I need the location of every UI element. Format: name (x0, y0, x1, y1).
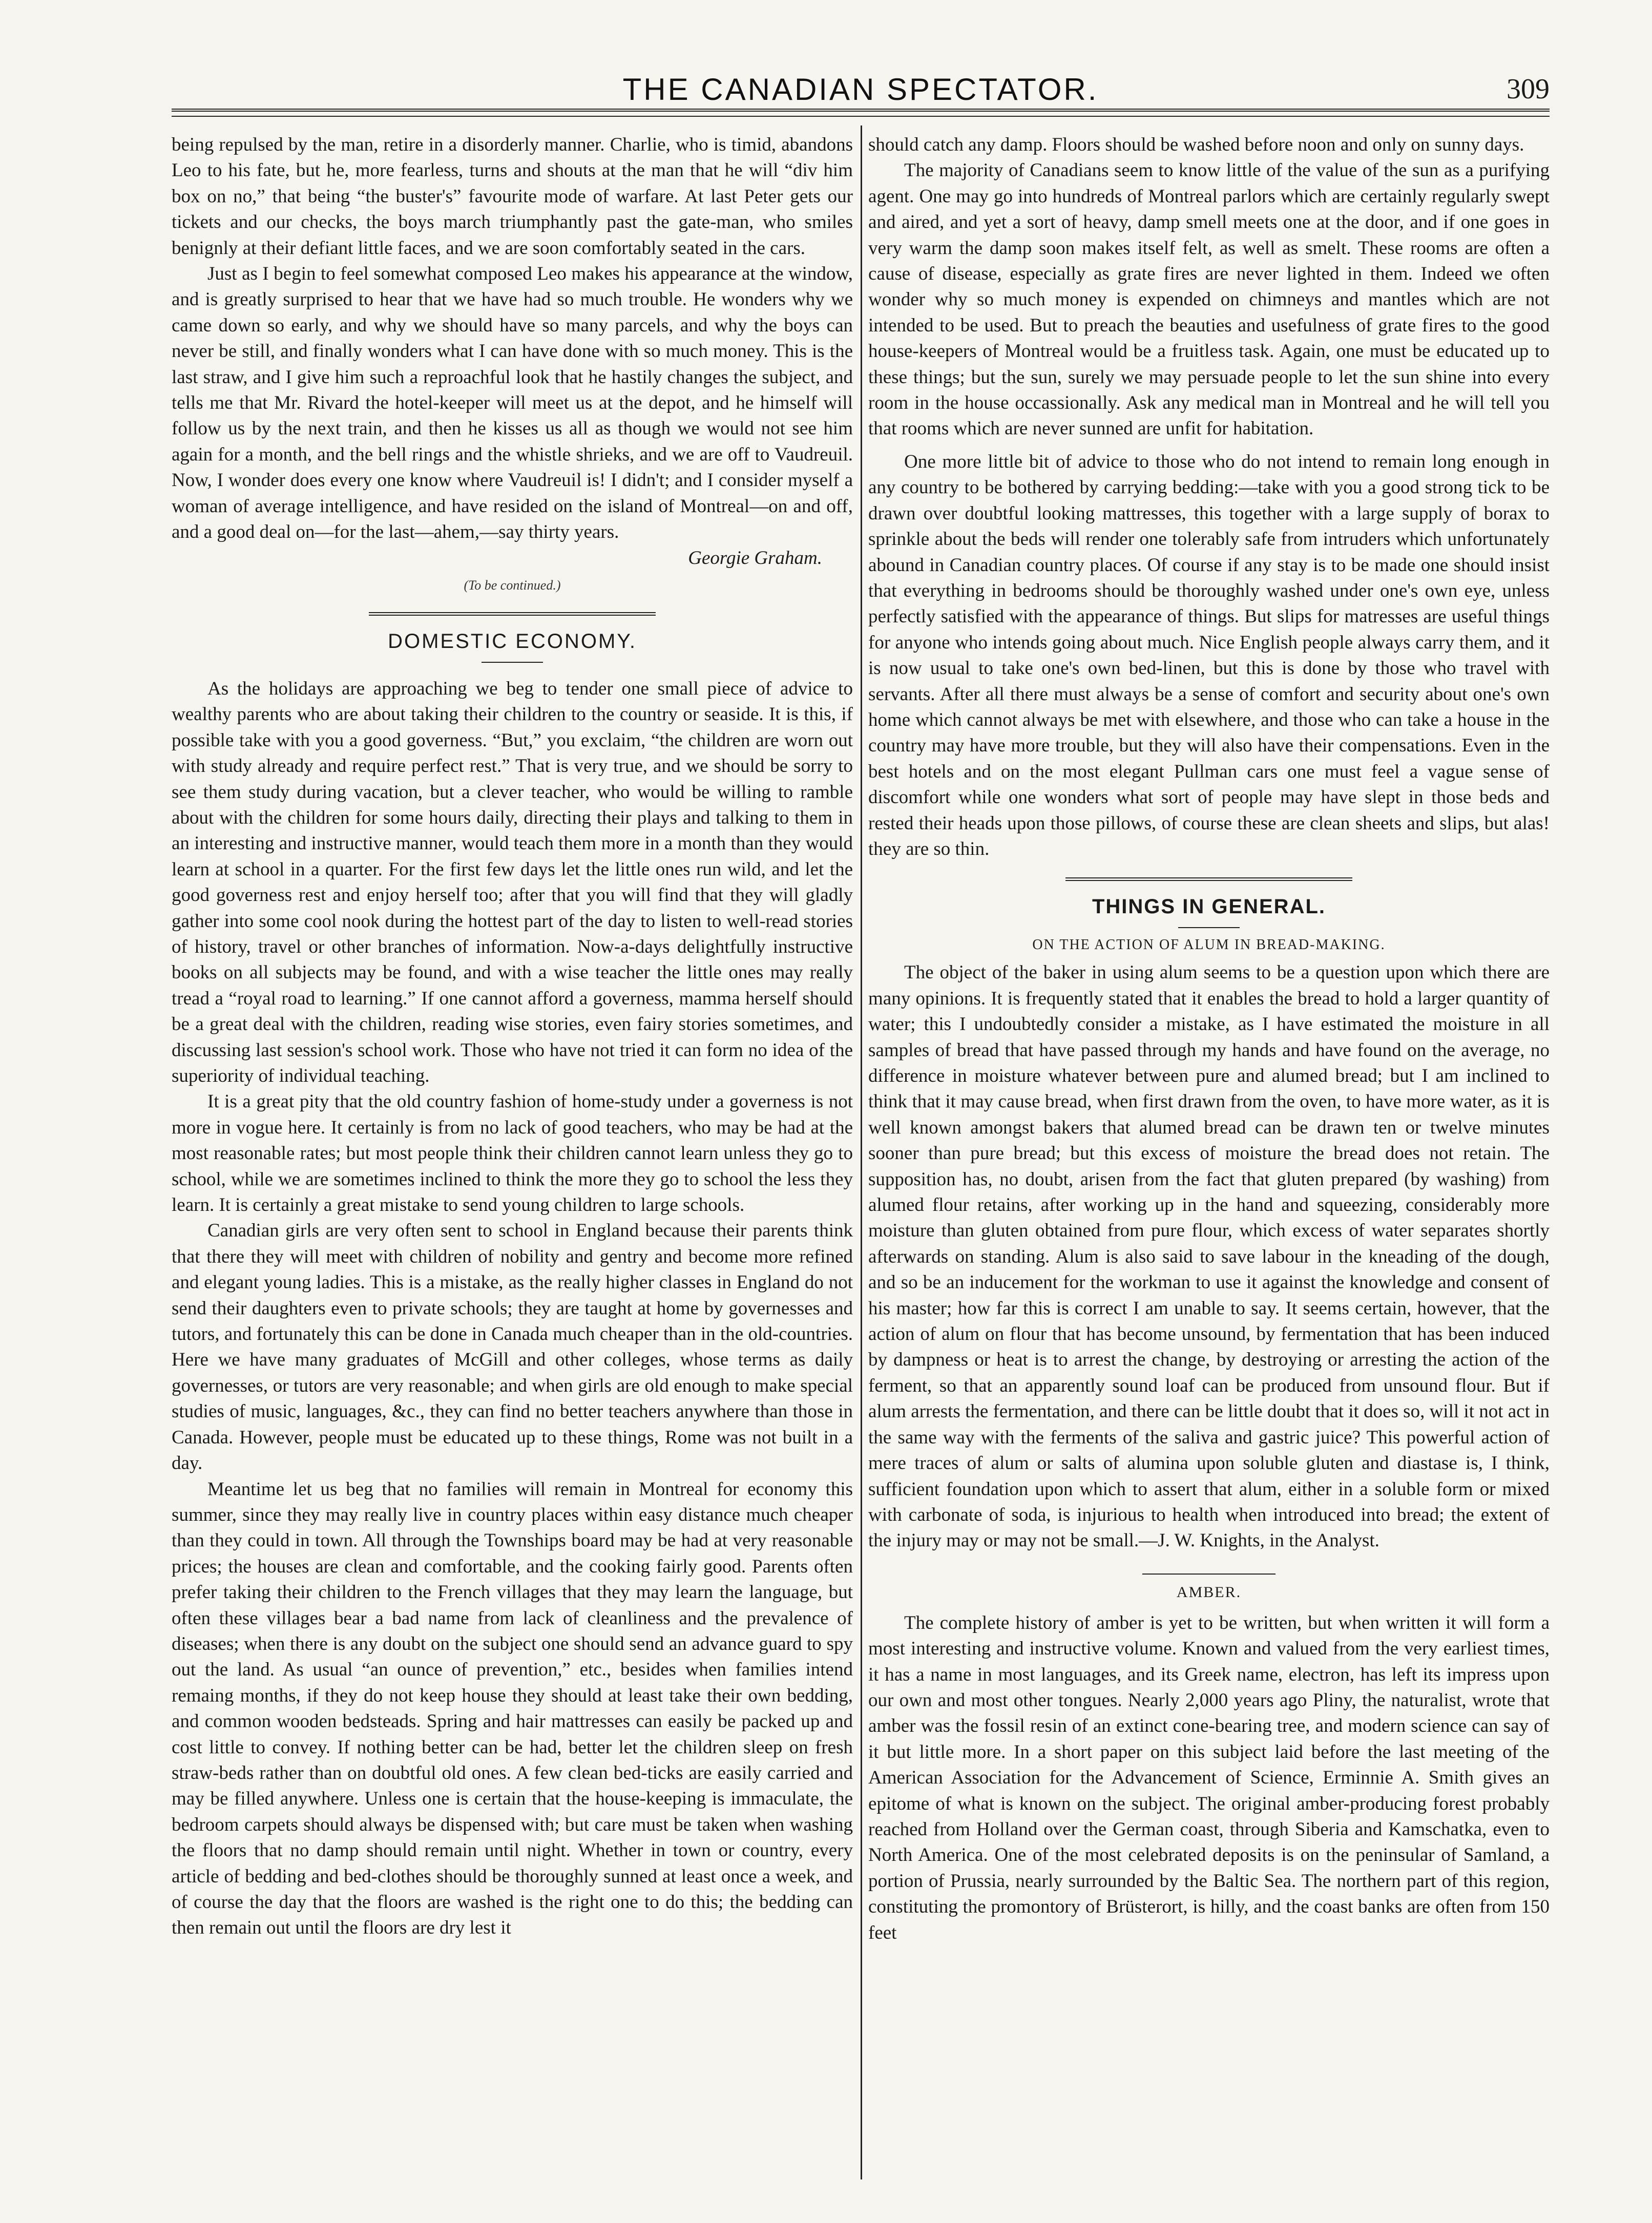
alum-subheading: ON THE ACTION OF ALUM IN BREAD-MAKING. (1032, 937, 1386, 953)
page-number: 309 (1507, 73, 1550, 105)
article-paragraph: The object of the baker in using alum seems to be a question upon which there are many opinions. It is frequently stated that it enables the bread to hold a larger quantity of water; this I undoubtedly consider a mistake, as I have estimated the moisture in all samples of bread that have passed through my hands and have found on the average, no difference in moisture whatever between pure and alumed bread; but I am inclined to think that it may cause bread, when first drawn from the oven, to have more water, as it is well known amongst bakers that alumed bread can be drawn ten or twelve minutes sooner than pure bread; but this excess of moisture the bread does not retain. The supposition has, no doubt, arisen from the fact that gluten prepared (by washing) from alumed flour retains, after working up in the hand and squeezing, considerably more moisture than gluten obtained from pure flour, which excess of water separates shortly afterwards on standing. Alum is also said to save labour in the kneading of the dough, and so be an inducement for the workman to use it against the knowledge and consent of his master; how far this is correct I am unable to say. It seems certain, however, that the action of alum on flour that has become unsound, by fermentation that has been induced by dampness or heat is to arrest the change, by destroying or arresting the action of the ferment, so that an apparently sound loaf can be produced from unsound flour. But if alum arrests the fermentation, and there can be little doubt that it does so, will it not act in the same way with the ferments of the saliva and gastric juice? This powerful action of mere traces of alum or salts of alumina upon soluble gluten and diastase is, I think, sufficient foundation upon which to assert that alum, either in a soluble form or mixed with carbonate of soda, is injurious to health when introduced into bread; the extent of the injury may or may not be small.—J. W. Knights, in the Analyst. (868, 962, 1550, 1551)
article-paragraph: Canadian girls are very often sent to school in England because their parents think that there they will meet with children of nobility and gentry and become more refined and elegant young ladies. This is a mistake, as the really higher classes in England do not send their daughters even to private schools; they are taught at home by governesses and tutors, and fortunately this can be done in Canada much cheaper than in the old-countries. Here we have many graduates of McGill and other colleges, whose terms as daily governesses, or tutors are very reasonable; and when girls are old enough to make special studies of music, languages, &c., they can find no better teachers anywhere than those in Canada. However, people must be educated up to these things, Rome was not built in a day. (172, 1220, 853, 1474)
article-paragraph: As the holidays are approaching we beg to tender one small piece of advice to wealthy parents who are about taking their children to the country or seaside. It is this, if possible take with you a good governess. “But,” you exclaim, “the children are worn out with study already and require perfect rest.” That is very true, and we should be sorry to see them study during vacation, but a clever teacher, who would be willing to ramble about with the children for some hours daily, directing their plays and talking to them in an interesting and instructive manner, would teach them more in a month than they would learn at school in a quarter. For the first few days let the little ones run wild, and let the good governess rest and enjoy herself too; after that you will find that they will gladly gather into some cool nook during the hottest part of the day to listen to well-read stories of history, travel or other branches of information. Now-a-days delightfully instructive books on all subjects may be found, and with a wise teacher the little ones may really tread a “royal road to learning.” If one cannot afford a governess, mamma herself should be a great deal with the children, reading wise stories, even fairy stories sometimes, and discussing last session's school work. Those who have not tried it can form no idea of the superiority of individual teaching. (172, 678, 853, 1086)
column-divider (861, 125, 862, 2179)
article-paragraph: It is a great pity that the old country fashion of home-study under a governess is not more in vogue here. It certainly is from no lack of good teachers, who may be had at the most reasonable rates; but most people think their children cannot learn unless they go to school, while we are sometimes inclined to think the more they go to school the less they learn. It is certainly a great mistake to send young children to large schools. (172, 1091, 853, 1216)
article-paragraph: should catch any damp. Floors should be washed before noon and only on sunny days. (868, 134, 1524, 155)
header-rule (172, 109, 1550, 112)
story-signature (172, 546, 853, 571)
things-in-general-heading: THINGS IN GENERAL. (1092, 895, 1326, 918)
heading-underline (1178, 927, 1240, 928)
right-column (868, 132, 1550, 1946)
publication-title: THE CANADIAN SPECTATOR. (622, 72, 1099, 107)
heading-underline (482, 662, 543, 663)
story-continuation-paragraph: Just as I begin to feel somewhat composed Leo makes his appearance at the window, and is greatly surprised to hear that we have had so much trouble. He wonders why we came down so early, and why we should have so many parcels, and why the boys can never be still, and finally wonders what I can have done with so much money. This is the last straw, and I give him such a reproachful look that he hastily changes the subject, and tells me that Mr. Rivard the hotel-keeper will meet us at the depot, and he himself will follow us by the next train, and then he kisses us all as though we would not see him again for a month, and the bell rings and the whistle shrieks, and we are off to Vaudreuil. Now, I wonder does every one know where Vaudreuil is! I didn't; and I consider myself a woman of average intelligence, and have resided on the island of Montreal—on and off, and a good deal on—for the last—ahem,—say thirty years. (172, 263, 853, 543)
to-be-continued-note: (To be continued.) (464, 577, 561, 593)
author-signature: Georgie Graham. (688, 547, 822, 569)
domestic-economy-heading: DOMESTIC ECONOMY. (388, 630, 637, 653)
article-paragraph: The majority of Canadians seem to know little of the value of the sun as a purifying agent. One may go into hundreds of Montreal parlors which are certainly regularly swept and aired, and yet a sort of heavy, damp smell meets one at the door, and if one goes in very warm the damp soon makes itself felt, as well as smelt. These rooms are often a cause of disease, especially as grate fires are never lighted in them. Indeed we often wonder why so much money is expended on chimneys and mantles which are not intended to be used. But to preach the beauties and usefulness of grate fires to the good house-keepers of Montreal would be a fruitless task. Again, one must be educated up to these things; but the sun, surely we may persuade people to let the sun shine into every room in the house occassionally. Ask any medical man in Montreal and he will tell you that rooms which are never sunned are unfit for habitation. (868, 160, 1550, 439)
left-column (172, 132, 853, 1941)
header-rule-thin (172, 116, 1550, 117)
story-continuation-paragraph: being repulsed by the man, retire in a disorderly manner. Charlie, who is timid, abandons Leo to his fate, but he, more fearless, turns and shouts at the man that he will “div him box on no,” that being “the buster's” favourite mode of warfare. At last Peter gets our tickets and our checks, the boys march triumphantly past the gate-man, who smiles benignly at their defiant little faces, and we are soon comfortably seated in the cars. (172, 134, 853, 259)
amber-heading: AMBER. (1176, 1583, 1242, 1601)
article-paragraph: The complete history of amber is yet to be written, but when written it will form a most interesting and instructive volume. Known and valued from the very earliest times, it has a name in most languages, and its Greek name, electron, has left its impress upon our own and most other tongues. Nearly 2,000 years ago Pliny, the naturalist, wrote that amber was the fossil resin of an extinct cone-bearing tree, and modern science can say of it but little more. In a short paper on this subject laid before the last meeting of the American Association for the Advancement of Science, Erminnie A. Smith gives an epitome of what is known on the subject. The original amber-producing forest probably reached from Holland over the German coast, through Siberia and Kamschatka, even to North America. One of the most celebrated deposits is on the peninsular of Samland, a portion of Prussia, nearly surrounded by the Baltic Sea. The northern part of this region, constituting the promontory of Brüsterort, is hilly, and the coast banks are often from 150 feet (868, 1612, 1550, 1943)
page-header (172, 72, 1550, 108)
section-separator (1065, 877, 1352, 881)
article-paragraph: Meantime let us beg that no families will remain in Montreal for economy this summer, since they may really live in country places within easy distance much cheaper than they could in town. All through the Townships board may be had at very reasonable prices; the houses are clean and comfortable, and the cooking fairly good. Parents often prefer taking their children to the French villages that they may learn the language, but often these villages bear a bad name from lack of cleanliness and the prevalence of diseases; when there is any doubt on the subject one should send an advance guard to spy out the land. As usual “an ounce of prevention,” etc., besides when families intend remaing months, if they do not keep house they should at least take their own bedding, and common wooden bedsteads. Spring and hair mattresses can easily be packed up and cost little to convey. If nothing better can be had, better let the children sleep on fresh straw-beds rather than on doubtful old ones. A few clean bed-ticks are easily carried and may be filled anywhere. Unless one is certain that the house-keeping is immaculate, the bedroom carpets should always be dispensed with; but care must be taken when washing the floors that no damp should remain until night. Whether in town or country, every article of bedding and bed-clothes should be thoroughly sunned at least once a week, and of course the day that the floors are washed is the right one to do this; the bedding can then remain out until the floors are dry lest it (172, 1478, 853, 1939)
section-separator (369, 612, 656, 616)
section-separator-thin (1142, 1574, 1275, 1575)
article-paragraph: One more little bit of advice to those who do not intend to remain long enough in any country to be bothered by carrying bedding:—take with you a good strong tick to be drawn over doubtful looking mattresses, this together with a large supply of borax to sprinkle about the beds will render one tolerably safe from intruders which unfortunately abound in Canadian country places. Of course if any stay is to be made one should insist that everything in bedrooms should be thoroughly washed under one's own eye, unless perfectly satisfied with the appearance of things. But slips for matresses are useful things for anyone who intends going about much. Nice English people always carry them, and it is now usual to take one's own bed-linen, but this is done by those who travel with servants. After all there must always be a sense of comfort and security about one's own home which cannot always be met with elsewhere, and those who can take a house in the country may have more trouble, but they will also have their compensations. Even in the best hotels and on the most elegant Pullman cars one must feel a vague sense of discomfort while one wonders what sort of people may have slept in those beds and rested their heads upon those pillows, of course these are clean sheets and slips, but alas! they are so thin. (868, 451, 1550, 859)
